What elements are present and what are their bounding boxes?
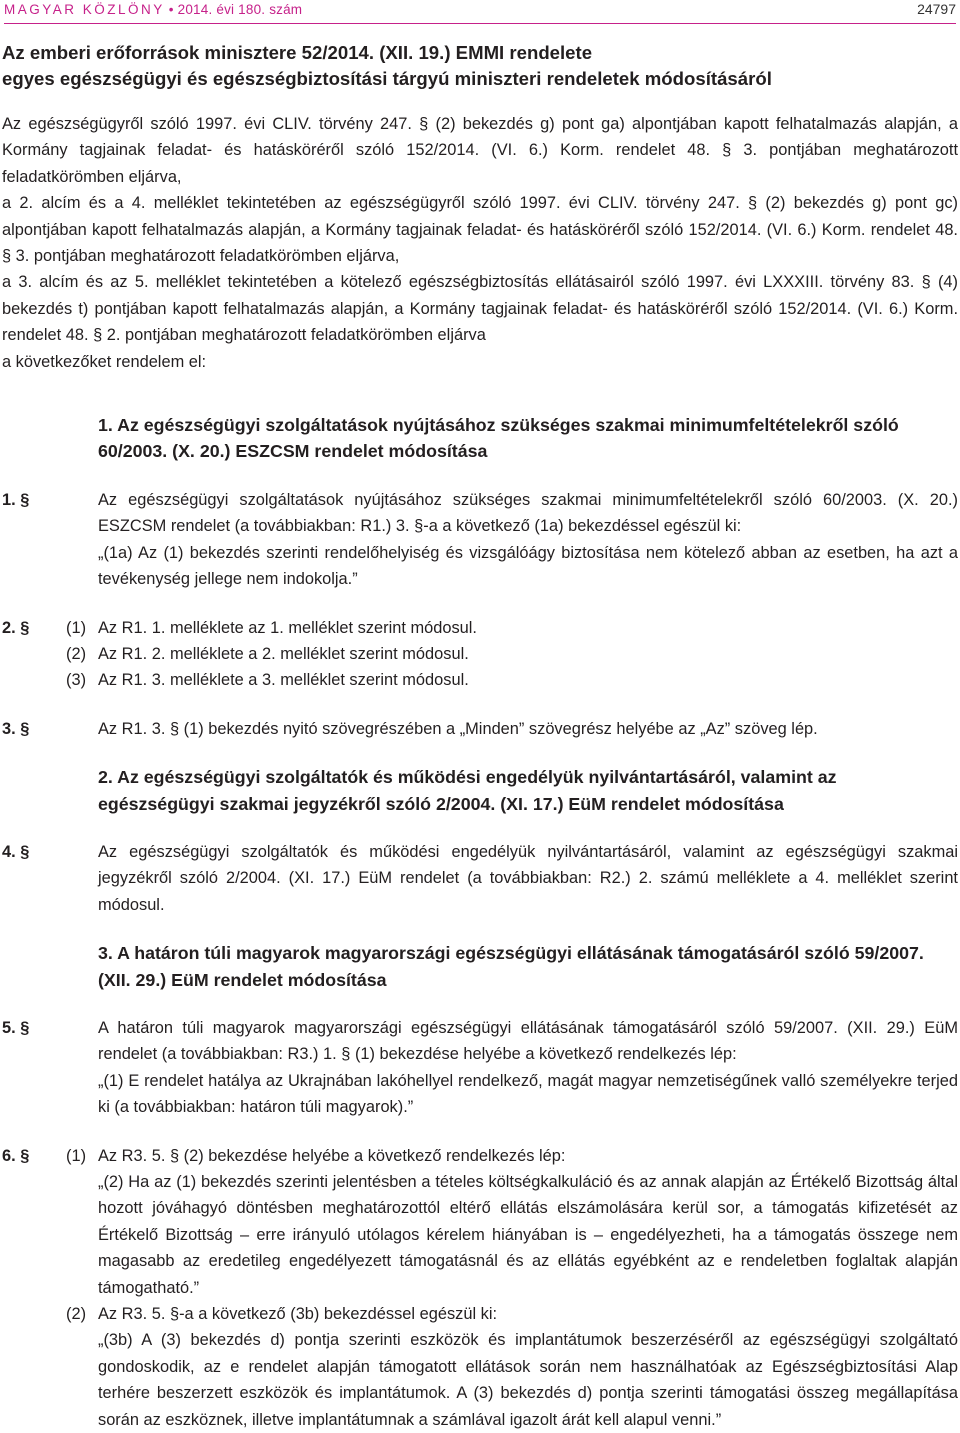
preamble-closing: a következőket rendelem el: xyxy=(2,352,207,371)
header-rule xyxy=(4,23,956,24)
paragraph-2 xyxy=(2,615,958,694)
paragraph-number: 6. § xyxy=(2,1146,30,1165)
paragraph-text: Az egészségügyi szolgáltatók és működési engedélyük nyilvántartásáról, valamint az egészségügyi szakmai jegyzékről szóló 2/2004. (XI. 17.) EüM rendelet (a továbbiakban: R2.) 2. számú melléklete a 4. melléklet szerint módosul. xyxy=(98,842,958,914)
header-bullet: • xyxy=(168,2,174,17)
section-2-title: 2. Az egészségügyi szolgáltatók és működési engedélyük nyilvántartásáról, valamint az egészségügyi szakmai jegyzékről szóló 2/2004. (XI. 17.) EüM rendelet módosítása xyxy=(98,767,837,814)
section-1-title: 1. Az egészségügyi szolgáltatások nyújtásához szükséges szakmai minimumfeltételekről szóló 60/2003. (X. 20.) ESZCSM rendelet módosítása xyxy=(98,415,899,462)
page-number: 24797 xyxy=(917,1,956,17)
preamble-paragraph: a 3. alcím és az 5. melléklet tekintetében a kötelező egészségbiztosítás ellátásairól szóló 1997. évi LXXXIII. törvény 83. § (4) bekezdés t) pontjában kapott felhatalmazás alapján, a Kormány tagjainak feladat- és hatásköréről szóló 152/2014. (VI. 6.) Korm. rendelet 48. § 2. pontjában meghatározott feladatkörömben eljárva xyxy=(2,273,958,345)
paragraph-5 xyxy=(2,1015,958,1121)
page-header xyxy=(4,0,956,28)
paragraph-text: Az R1. 3. § (1) bekezdés nyitó szövegrészében a „Minden” szövegrész helyébe az „Az” szöveg lép. xyxy=(98,719,818,738)
decree-title-line: Az emberi erőforrások minisztere 52/2014. (XII. 19.) EMMI rendelete xyxy=(2,42,593,63)
subsection-text: Az R1. 3. melléklete a 3. melléklet szerint módosul. xyxy=(98,671,469,690)
subsection xyxy=(2,1143,958,1301)
issue-label: 2014. évi 180. szám xyxy=(177,2,303,17)
subsection xyxy=(2,641,958,667)
paragraph-text: A határon túli magyarok magyarországi egészségügyi ellátásának támogatásáról szóló 59/2007. (XII. 29.) EüM rendelet (a továbbiakban: R3.) 1. § (1) bekezdése helyébe a következő rendelkezés lép: xyxy=(98,1018,958,1064)
paragraph-number: 2. § xyxy=(2,618,30,637)
paragraph-number: 4. § xyxy=(2,842,30,861)
subsection-number: (1) xyxy=(66,618,87,637)
subsection-number: (2) xyxy=(66,1305,87,1324)
subsection-text: Az R3. 5. §-a a következő (3b) bekezdéssel egészül ki: xyxy=(98,1305,498,1324)
preamble-paragraph: Az egészségügyről szóló 1997. évi CLIV. törvény 247. § (2) bekezdés g) pont ga) alpontjában kapott felhatalmazás alapján, a Kormány tagjainak feladat- és hatásköréről szóló 152/2014. (VI. 6.) Korm. rendelet 48. § 3. pontjában meghatározott feladatkörömben eljárva, xyxy=(2,115,958,186)
paragraph-number: 3. § xyxy=(2,719,30,738)
preamble-paragraph: a 2. alcím és a 4. melléklet tekintetében az egészségügyről szóló 1997. évi CLIV. törvény 247. § (2) bekezdés g) pont gc) alpontjában kapott felhatalmazás alapján, a Kormány tagjainak feladat- és hatásköréről szóló 152/2014. (VI. 6.) Korm. rendelet 48. § 3. pontjában meghatározott feladatkörömben eljárva, xyxy=(2,194,958,266)
subsection-number: (3) xyxy=(66,671,87,690)
subsection-text: Az R1. 1. melléklete az 1. melléklet szerint módosul. xyxy=(98,618,477,637)
paragraph-number: 1. § xyxy=(2,490,30,509)
preamble xyxy=(2,111,958,375)
decree-title xyxy=(2,40,958,92)
paragraph-3 xyxy=(2,716,958,742)
paragraph-text: Az egészségügyi szolgáltatások nyújtásához szükséges szakmai minimumfeltételekről szóló 60/2003. (X. 20.) ESZCSM rendelet (a továbbiakban: R1.) 3. §-a a következő (1a) bekezdéssel egészül ki: xyxy=(98,490,958,536)
subsection-text: Az R3. 5. § (2) bekezdése helyébe a következő rendelkezés lép: xyxy=(98,1146,566,1165)
amendment-quote: „(3b) A (3) bekezdés d) pontja szerinti eszközök és implantátumok beszerzéséről az egészségügyi szolgáltató gondoskodik, az e rendelet alapján támogatott ellátások során nem használhatóak az Egészségbiztosítási Alap terhére beszerzett eszközök és implantátumok. A (3) bekezdés d) pontja szerinti támogatási összeg megállapítása során az eszköznek, illetve implantátumnak a számlával igazolt árát kell alapul venni.” xyxy=(98,1331,958,1429)
subsection-number: (1) xyxy=(66,1146,87,1165)
journal-name: MAGYAR KÖZLÖNY xyxy=(4,2,165,17)
paragraph-4 xyxy=(2,839,958,918)
amendment-quote: „(2) Ha az (1) bekezdés szerinti jelentésben a tételes költségkalkuláció és az annak alapján az Értékelő Bizottság által hozott jóváhagyó döntésben meghatározottól eltérő ellátás elszámolására kerül sor, a támogatás kifizetését az Értékelő Bizottság – erre irányuló utólagos kérelem hiányában is – engedélyezheti, ha a támogatás összege nem magasabb az eredetileg engedélyezett támogatásnál és az ellátás egyébként az e rendeletben foglaltak alapján támogatható.” xyxy=(98,1173,958,1297)
paragraph-1 xyxy=(2,487,958,593)
paragraph-number: 5. § xyxy=(2,1018,30,1037)
paragraph-6 xyxy=(2,1143,958,1433)
subsection xyxy=(2,615,958,641)
subsection xyxy=(2,667,958,693)
section-3-title: 3. A határon túli magyarok magyarországi egészségügyi ellátásának támogatásáról szóló 59/2007. (XII. 29.) EüM rendelet módosítása xyxy=(98,943,924,990)
subsection-text: Az R1. 2. melléklete a 2. melléklet szerint módosul. xyxy=(98,644,469,663)
subsection-number: (2) xyxy=(66,644,87,663)
amendment-quote: „(1a) Az (1) bekezdés szerinti rendelőhelyiség és vizsgálóágy biztosítása nem kötelező abban az esetben, ha azt a tevékenység jellege nem indokolja.” xyxy=(98,543,958,589)
decree-title-line: egyes egészségügyi és egészségbiztosítási tárgyú miniszteri rendeletek módosításáról xyxy=(2,68,772,89)
journal-line xyxy=(4,1,302,18)
document-body xyxy=(2,40,958,1433)
subsection xyxy=(2,1301,958,1433)
amendment-quote: „(1) E rendelet hatálya az Ukrajnában lakóhellyel rendelkező, magát magyar nemzetiségűnek valló személyekre terjed ki (a továbbiakban: határon túli magyarok).” xyxy=(98,1071,958,1117)
